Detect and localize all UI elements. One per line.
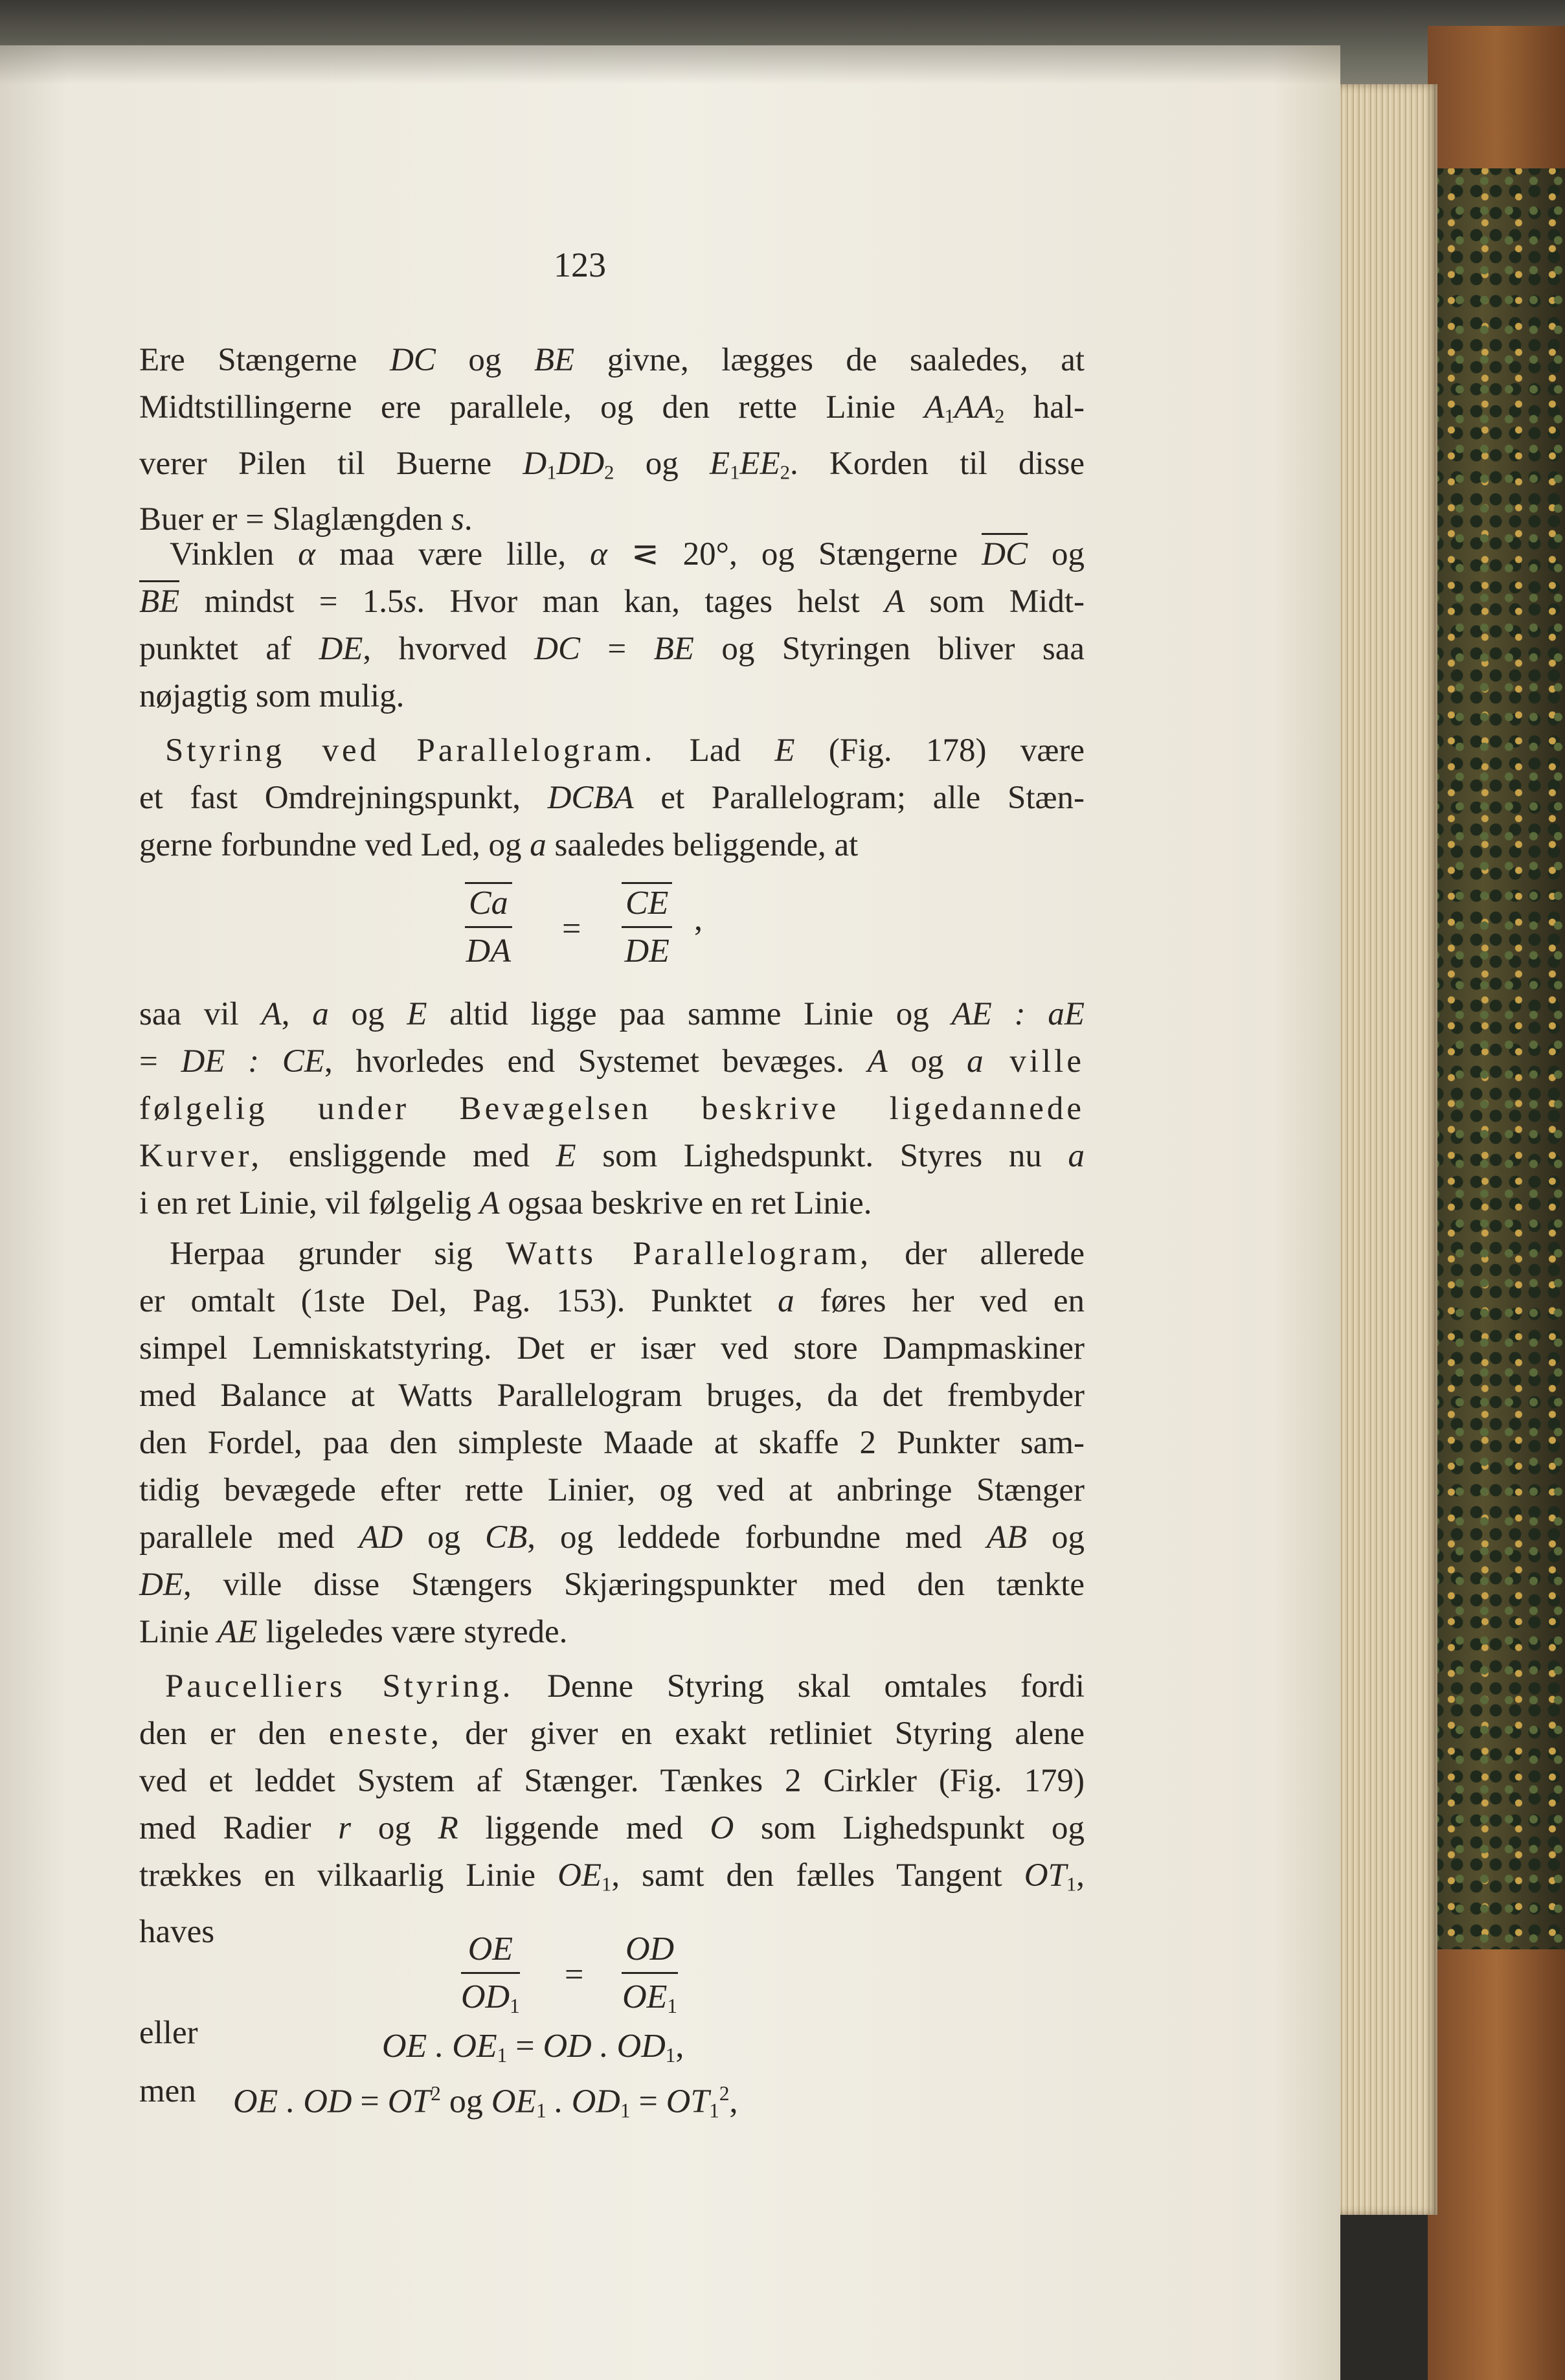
text-line: parallele med AD og CB, og leddede forbundne med AB og bbox=[139, 1519, 1085, 1556]
paragraph-6-cont bbox=[139, 1710, 1085, 1956]
fraction-oe-od1: $\frac{OE}{OD_1}$ bbox=[461, 1931, 520, 2017]
text-line: BE mindst = 1.5s. Hvor man kan, tages helst A som Midt- bbox=[139, 578, 1085, 626]
text-line: Kurver, ensliggende med E som Lighedspunkt. Styres nu a bbox=[139, 1138, 1085, 1174]
text-line: følgelig under Bevægelsen beskrive ligedannede bbox=[139, 1091, 1085, 1127]
text-line: med Radier r og R liggende med O som Lighedspunkt og bbox=[139, 1810, 1085, 1846]
text-line: Ere Stængerne DC og BE givne, lægges de saaledes, at bbox=[139, 342, 1085, 378]
text-line: med Balance at Watts Parallelogram bruges, da det frembyder bbox=[139, 1377, 1085, 1414]
paragraph-4 bbox=[139, 991, 1085, 1227]
text-line: et fast Omdrejningspunkt, DCBA et Parallelogram; alle Stæn- bbox=[139, 780, 1085, 816]
text-line: Paucelliers Styring. Denne Styring skal omtales fordi bbox=[165, 1668, 1085, 1705]
text-line: i en ret Linie, vil følgelig A ogsaa beskrive en ret Linie. bbox=[139, 1185, 872, 1221]
text-line: verer Pilen til Buerne $D_1DD_2$ og $E_1EE_2$. Korden til disse bbox=[139, 445, 1085, 484]
text-line: = DE : CE, hvorledes end Systemet bevæges. A og a ville bbox=[139, 1043, 1085, 1080]
text-line: saa vil A, a og E altid ligge paa samme Linie og AE : aE bbox=[139, 996, 1085, 1032]
paragraph-2 bbox=[170, 531, 1085, 578]
text-line: punktet af DE, hvorved DC = BE og Styringen bliver saa bbox=[139, 631, 1085, 667]
word-eller: eller bbox=[139, 2015, 198, 2051]
paragraph-5 bbox=[170, 1230, 1085, 1278]
text-line: er omtalt (1ste Del, Pag. 153). Punktet a føres her ved en bbox=[139, 1283, 1085, 1319]
text-line: haves bbox=[139, 1913, 215, 1950]
text-line: tidig bevægede efter rette Linier, og ved at anbringe Stænger bbox=[139, 1472, 1085, 1508]
text-line: Midtstillingerne ere parallele, og den rette Linie $A_1AA_2$ hal- bbox=[139, 389, 1085, 427]
fraction-od-oe1: $\frac{OD}{OE_1}$ bbox=[622, 1931, 678, 2017]
paragraph-6 bbox=[165, 1663, 1085, 1710]
word-men: men bbox=[139, 2073, 196, 2109]
paragraph-1 bbox=[139, 337, 1085, 543]
equals-sign: = bbox=[562, 911, 581, 947]
text-line: nøjagtig som mulig. bbox=[139, 678, 405, 714]
paragraph-3 bbox=[165, 727, 1085, 775]
text-line: trækkes en vilkaarlig Linie $OE_1$, samt den fælles Tangent $OT_1$, bbox=[139, 1857, 1085, 1896]
text-line: den Fordel, paa den simpleste Maade at skaffe 2 Punkter sam- bbox=[139, 1425, 1085, 1461]
fraction-ca-da: $\frac{Ca}{DA}$ bbox=[465, 882, 512, 970]
page-number: 123 bbox=[554, 245, 606, 284]
equation-4: OE . OD = $OT^2$ og $OE_1$ . $OD_1 = OT_1^2$, bbox=[233, 2082, 738, 2122]
equation-3: OE . $OE_1$ = OD . $OD_1$, bbox=[382, 2028, 684, 2067]
text-line: Vinklen α maa være lille, α ⋜ 20°, og Stængerne DC og bbox=[170, 531, 1085, 578]
paragraph-3-cont bbox=[139, 775, 1085, 869]
equation-comma: , bbox=[694, 901, 703, 938]
text-line: Herpaa grunder sig Watts Parallelogram, der allerede bbox=[170, 1236, 1085, 1272]
text-line: Styring ved Parallelogram. Lad E (Fig. 178) være bbox=[165, 732, 1085, 769]
paragraph-5-cont bbox=[139, 1278, 1085, 1656]
text-line: gerne forbundne ved Led, og a saaledes beliggende, at bbox=[139, 827, 859, 863]
equals-sign: = bbox=[565, 1956, 584, 1993]
text-line: ved et leddet System af Stænger. Tænkes 2 Cirkler (Fig. 179) bbox=[139, 1763, 1085, 1799]
text-line: DE, ville disse Stængers Skjæringspunkter med den tænkte bbox=[139, 1567, 1085, 1603]
paragraph-2-cont bbox=[139, 578, 1085, 720]
text-line: den er den eneste, der giver en exakt retliniet Styring alene bbox=[139, 1716, 1085, 1752]
fraction-ce-de: $\frac{CE}{DE}$ bbox=[622, 882, 672, 970]
text-line: Buer er = Slaglængden s. bbox=[139, 501, 473, 538]
text-line: simpel Lemniskatstyring. Det er især ved store Dampmaskiner bbox=[139, 1330, 1085, 1366]
text-line: Linie AE ligeledes være styrede. bbox=[139, 1614, 568, 1650]
